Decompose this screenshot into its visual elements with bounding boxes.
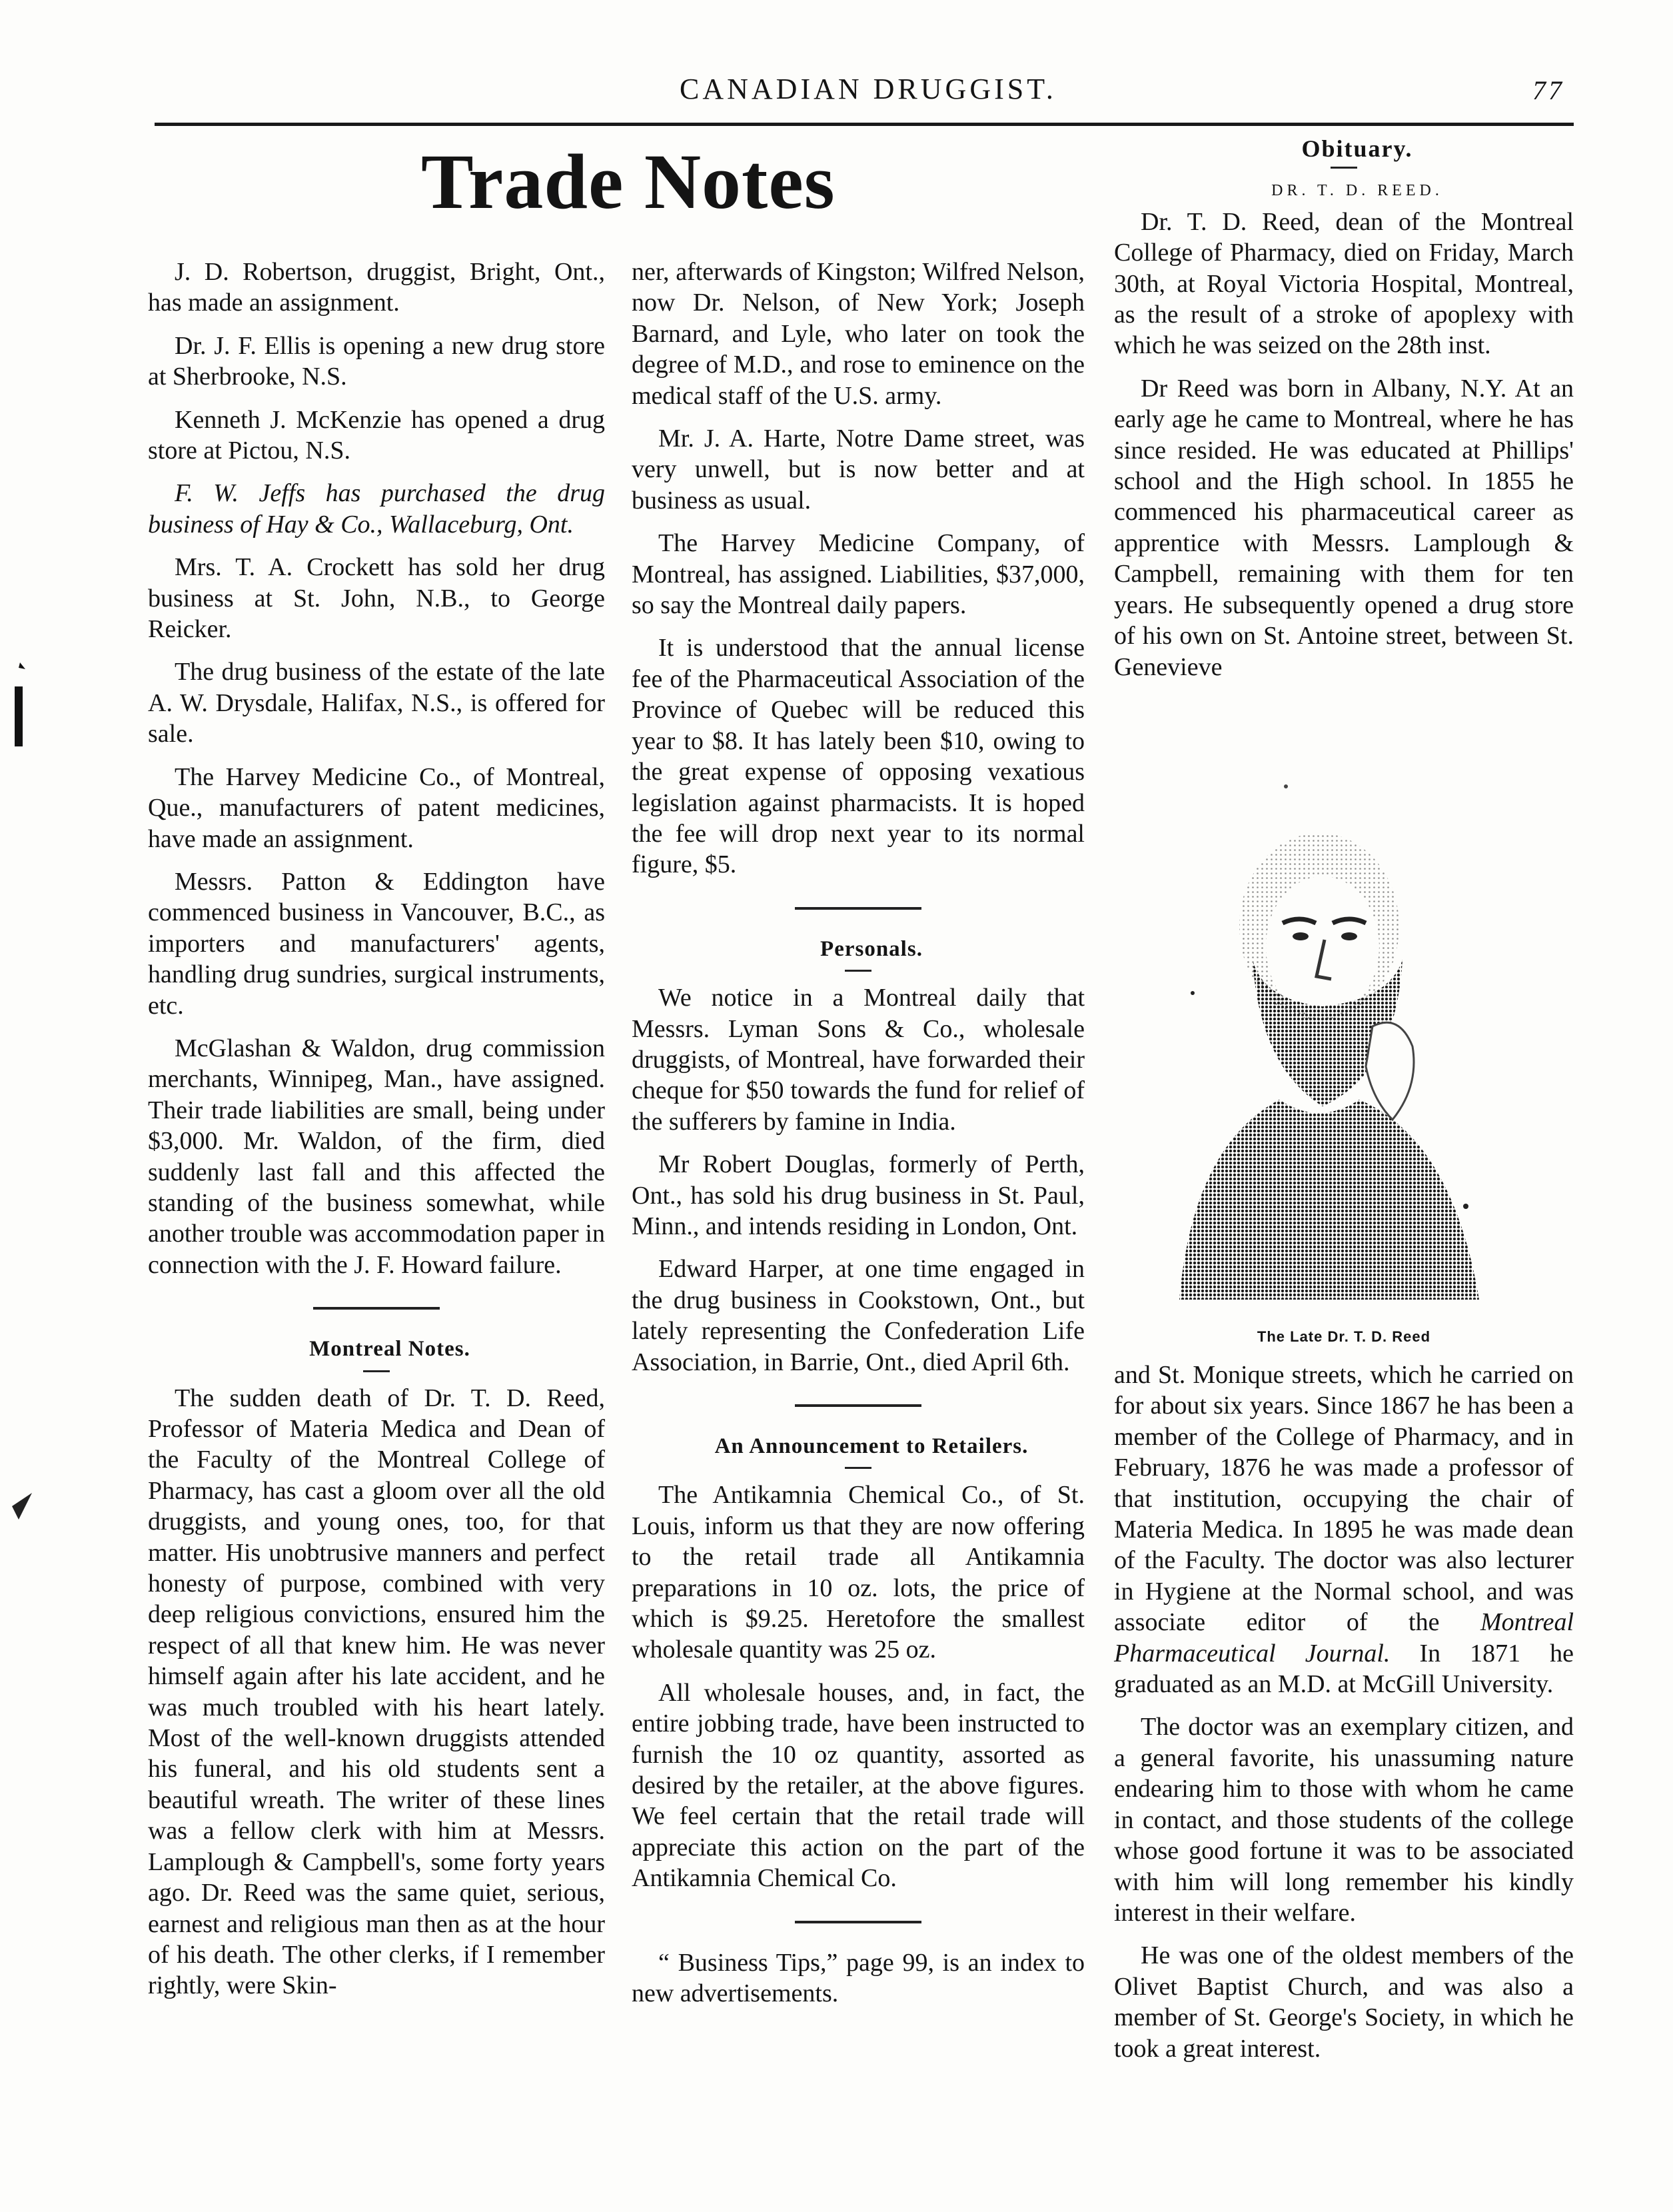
montreal-notes-text: The sudden death of Dr. T. D. Reed, Professor of Materia Medica and Dean of the Faculty of the Montreal College of Pharmacy, has cast a gloom over all the old druggists, and young ones, too, for that matter. His unobtrusive manners and perfect honesty of purpose, combined with very deep religious convictions, ensured him the respect of all that knew him. He was never himself again after his late accident, and he was much troubled with his heart lately. Most of the well-known druggists attended his funeral, and his old students sent a beautiful wreath. The writer of these lines was a fellow clerk with him at Messrs. Lamplough & Campbell's, some forty years ago. Dr. Reed was the same quiet, serious, earnest and religious man then as at the hour of his death. The other clerks, if I remember rightly, were Skin- [148, 1384, 605, 2000]
section-rule [795, 1921, 921, 1923]
trade-note: Dr. J. F. Ellis is opening a new drug store at Sherbrooke, N.S. [148, 331, 605, 391]
section-rule [795, 1404, 921, 1407]
portrait-caption: The Late Dr. T. D. Reed [1257, 1328, 1431, 1345]
trade-note: F. W. Jeffs has purchased the drug business of Hay & Co., Wallaceburg, Ont. [148, 479, 605, 539]
trade-note: The Harvey Medicine Co., of Montreal, Que., manufacturers of patent medicines, have made an assignment. [148, 762, 605, 853]
announcement-item: All wholesale houses, and, in fact, the entire jobbing trade, have been instructed to furnish the 10 oz quantity, assorted as desired by the retailer, at the above figures. We feel certain that the retail trade will appreciate this action on the part of the Antikamnia Chemical Co. [632, 1678, 1085, 1893]
column-right-upper [1114, 133, 1574, 682]
obituary-paragraph: The doctor was an exemplary citizen, and a general favorite, his unassuming nature endearing him to those with whom he came in contact, and those students of the college whose good fortune it was to be associated with him will long remember his kindly interest in their welfare. [1114, 1713, 1574, 1927]
personal-item: Mr Robert Douglas, formerly of Perth, Ont., has sold his drug business in St. Paul, Minn., and intends residing in London, Ont. [632, 1150, 1085, 1240]
column-middle [632, 257, 1085, 2009]
obituary-paragraph: He was one of the oldest members of the Olivet Baptist Church, and was also a member of St. George's Society, in which he took a great interest. [1114, 1941, 1574, 2063]
page-title: Trade Notes [421, 138, 836, 225]
montreal-note: Mr. J. A. Harte, Notre Dame street, was very unwell, but is now better and at business as usual. [632, 425, 1085, 515]
montreal-note: It is understood that the annual license fee of the Pharmaceutical Association of the Province of Quebec will be reduced this year to $8. It has lately been $10, owing to the great expense of opposing vexatious legislation against pharmacists. It is hoped the fee will drop next year to its normal figure, $5. [632, 634, 1085, 879]
obituary-paragraph: Dr. T. D. Reed, dean of the Montreal College of Pharmacy, died on Friday, March 30th, at Royal Victoria Hospital, Montreal, as the result of a stroke of apoplexy with which he was seized on the 28th inst. [1114, 207, 1574, 360]
heading-dash [363, 1370, 390, 1372]
column-left [148, 257, 605, 2001]
obituary-heading: Obituary. [1301, 135, 1413, 162]
trade-note: Mrs. T. A. Crockett has sold her drug business at St. John, N.B., to George Reicker. [148, 553, 605, 644]
trade-note: Kenneth J. McKenzie has opened a drug store at Pictou, N.S. [148, 405, 605, 465]
obituary-paragraph: Dr Reed was born in Albany, N.Y. At an early age he came to Montreal, where he has since resided. He was educated at Phillips' school and the High school. In 1855 he commenced his pharmaceutical career as apprentice with Messrs. Lamplough & Campbell, remaining with them for ten years. He subsequently opened a drug store of his own on St. Antoine street, between St. Genevieve [1114, 374, 1574, 681]
obituary-text: In 1871 he graduated as an M.D. at McGill University. [1114, 1639, 1574, 1699]
page-number: 77 [1532, 75, 1564, 105]
montreal-notes-continued: ner, afterwards of Kingston; Wilfred Nelson, now Dr. Nelson, of New York; Joseph Barnard, and Lyle, who later on took the degree of M.D., and rose to eminence on the medical staff of the U.S. army. [632, 258, 1085, 410]
portrait-image [1153, 773, 1526, 1300]
section-rule [313, 1307, 440, 1310]
margin-mark [5, 1486, 39, 1526]
journal-title: Montreal Pharmaceutical Journal. [1114, 1608, 1574, 1667]
heading-dash [845, 1467, 871, 1469]
montreal-notes-heading: Montreal Notes. [309, 1337, 470, 1362]
personal-item: We notice in a Montreal daily that Messrs. Lyman Sons & Co., wholesale druggists, of Montreal, have forwarded their cheque for $50 towards the fund for relief of the sufferers by famine in India. [632, 984, 1085, 1136]
announcement-item: The Antikamnia Chemical Co., of St. Louis, inform us that they are now offering to the retail trade all Antikamnia preparations in 10 oz. lots, the price of which is $9.25. Heretofore the smallest wholesale quantity was 25 oz. [632, 1481, 1085, 1664]
personal-item: Edward Harper, at one time engaged in the drug business in Cookstown, Ont., but lately representing the Confederation Life Association, in Barrie, Ont., died April 6th. [632, 1255, 1085, 1376]
trade-note: The drug business of the estate of the late A. W. Drysdale, Halifax, N.S., is offered for sale. [148, 658, 605, 748]
running-header: CANADIAN DRUGGIST. [680, 73, 1057, 105]
heading-dash [845, 970, 871, 972]
margin-mark [5, 660, 32, 753]
trade-note: J. D. Robertson, druggist, Bright, Ont., has made an assignment. [148, 258, 605, 317]
montreal-note: The Harvey Medicine Company, of Montreal, has assigned. Liabilities, $37,000, so say the Montreal daily papers. [632, 529, 1085, 620]
column-right-lower [1114, 1360, 1574, 2064]
trade-note: Messrs. Patton & Eddington have commenced business in Vancouver, B.C., as importers and manufacturers' agents, handling drug sundries, surgical instruments, etc. [148, 867, 605, 1020]
header-rule [155, 123, 1574, 126]
trade-note: McGlashan & Waldon, drug commission merchants, Winnipeg, Man., have assigned. Their trade liabilities are small, being under $3,000. Mr. Waldon, of the firm, died suddenly last fall and this affected the standing of the business somewhat, while another trouble was accommodation paper in connection with the J. F. Howard failure. [148, 1034, 605, 1279]
obituary-subheading: DR. T. D. REED. [1271, 182, 1443, 200]
announcement-heading: An Announcement to Retailers. [714, 1434, 1029, 1458]
heading-dash [1331, 167, 1357, 169]
obituary-paragraph-continued [1114, 1360, 1574, 1699]
business-tips-note: “ Business Tips,” page 99, is an index to new advertisements. [632, 1948, 1085, 2008]
personals-heading: Personals. [820, 936, 923, 961]
section-rule [795, 907, 921, 910]
obituary-text: and St. Monique streets, which he carried on for about six years. Since 1867 he has been a member of the College of Pharmacy, and in February, 1876 he was made a professor of that institution, occupying the chair of Materia Medica. In 1895 he was made dean of the Faculty. The doctor was also lecturer in Hygiene at the Normal school, and was associate editor of the [1114, 1361, 1574, 1637]
